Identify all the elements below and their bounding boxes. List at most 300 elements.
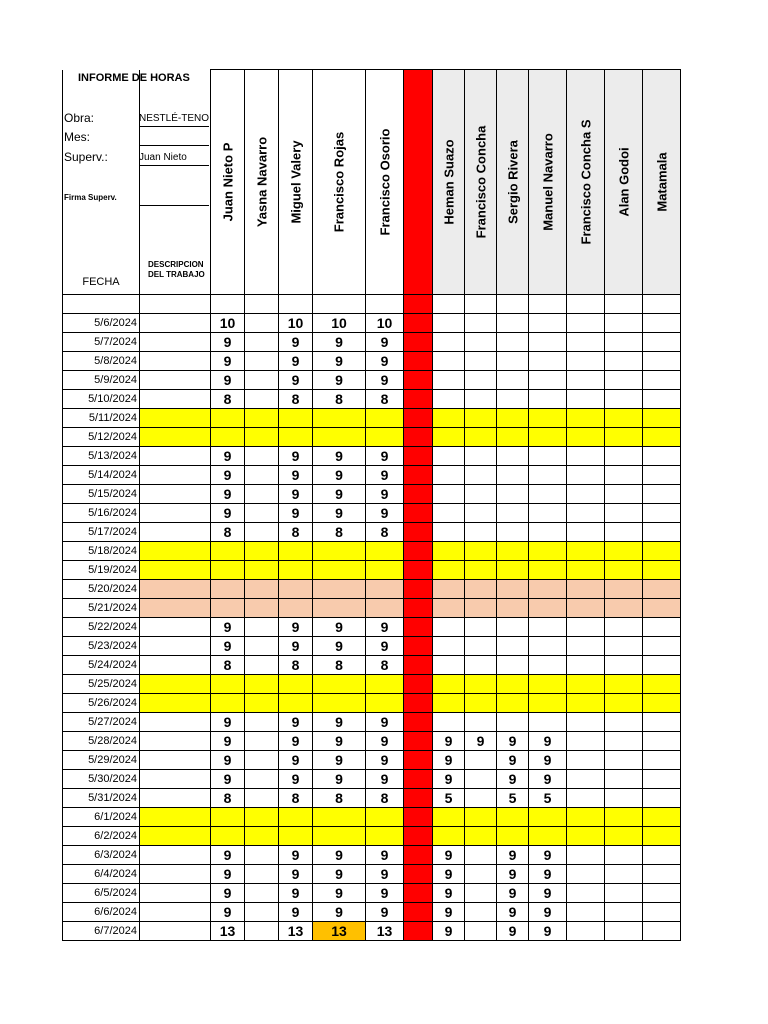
hours-cell[interactable] xyxy=(245,922,279,941)
hours-cell[interactable]: 9 xyxy=(366,447,404,466)
hours-cell[interactable] xyxy=(529,713,567,732)
hours-cell[interactable] xyxy=(245,580,279,599)
description-cell[interactable] xyxy=(140,580,211,599)
hours-cell[interactable] xyxy=(567,808,605,827)
hours-cell[interactable] xyxy=(313,542,366,561)
hours-cell[interactable] xyxy=(245,428,279,447)
hours-cell[interactable] xyxy=(605,466,643,485)
hours-cell[interactable]: 9 xyxy=(366,884,404,903)
hours-cell[interactable] xyxy=(497,713,529,732)
hours-cell[interactable] xyxy=(497,333,529,352)
hours-cell[interactable] xyxy=(245,447,279,466)
hours-cell[interactable] xyxy=(497,808,529,827)
hours-cell[interactable] xyxy=(605,428,643,447)
hours-cell[interactable] xyxy=(605,789,643,808)
hours-cell[interactable] xyxy=(245,409,279,428)
hours-cell[interactable] xyxy=(465,371,497,390)
hours-cell[interactable] xyxy=(643,732,681,751)
hours-cell[interactable]: 9 xyxy=(433,884,465,903)
hours-cell[interactable] xyxy=(245,352,279,371)
hours-cell[interactable] xyxy=(567,333,605,352)
hours-cell[interactable] xyxy=(279,542,313,561)
hours-cell[interactable] xyxy=(245,846,279,865)
hours-cell[interactable]: 9 xyxy=(433,770,465,789)
hours-cell[interactable] xyxy=(465,466,497,485)
hours-cell[interactable] xyxy=(643,846,681,865)
hours-cell[interactable]: 8 xyxy=(211,523,245,542)
hours-cell[interactable] xyxy=(313,808,366,827)
hours-cell[interactable]: 9 xyxy=(366,637,404,656)
hours-cell[interactable]: 9 xyxy=(433,751,465,770)
date-cell[interactable]: 5/20/2024 xyxy=(63,580,140,599)
hours-cell[interactable] xyxy=(567,352,605,371)
hours-cell[interactable]: 9 xyxy=(529,770,567,789)
hours-cell[interactable] xyxy=(279,295,313,314)
hours-cell[interactable] xyxy=(567,466,605,485)
hours-cell[interactable] xyxy=(567,523,605,542)
hours-cell[interactable] xyxy=(643,789,681,808)
hours-cell[interactable]: 9 xyxy=(497,751,529,770)
hours-cell[interactable]: 9 xyxy=(211,884,245,903)
hours-cell[interactable] xyxy=(643,599,681,618)
hours-cell[interactable]: 9 xyxy=(313,618,366,637)
hours-cell[interactable] xyxy=(497,618,529,637)
hours-cell[interactable] xyxy=(605,808,643,827)
hours-cell[interactable] xyxy=(529,409,567,428)
description-cell[interactable] xyxy=(140,542,211,561)
hours-cell[interactable] xyxy=(433,333,465,352)
hours-cell[interactable]: 9 xyxy=(313,352,366,371)
hours-cell[interactable]: 8 xyxy=(366,390,404,409)
hours-cell[interactable]: 9 xyxy=(313,713,366,732)
hours-cell[interactable] xyxy=(279,694,313,713)
hours-cell[interactable] xyxy=(643,561,681,580)
description-cell[interactable] xyxy=(140,314,211,333)
date-cell[interactable]: 5/18/2024 xyxy=(63,542,140,561)
hours-cell[interactable]: 8 xyxy=(279,390,313,409)
description-cell[interactable] xyxy=(140,770,211,789)
hours-cell[interactable] xyxy=(643,466,681,485)
hours-cell[interactable] xyxy=(433,713,465,732)
hours-cell[interactable] xyxy=(313,694,366,713)
hours-cell[interactable]: 9 xyxy=(433,732,465,751)
hours-cell[interactable]: 9 xyxy=(211,751,245,770)
hours-cell[interactable] xyxy=(465,561,497,580)
hours-cell[interactable] xyxy=(465,409,497,428)
hours-cell[interactable] xyxy=(245,466,279,485)
hours-cell[interactable] xyxy=(279,675,313,694)
hours-cell[interactable]: 9 xyxy=(529,751,567,770)
hours-cell[interactable] xyxy=(366,599,404,618)
hours-cell[interactable] xyxy=(605,770,643,789)
hours-cell[interactable] xyxy=(529,599,567,618)
hours-cell[interactable]: 9 xyxy=(279,751,313,770)
hours-cell[interactable] xyxy=(567,409,605,428)
hours-cell[interactable]: 9 xyxy=(279,637,313,656)
hours-cell[interactable] xyxy=(245,770,279,789)
hours-cell[interactable] xyxy=(313,409,366,428)
hours-cell[interactable] xyxy=(465,390,497,409)
hours-cell[interactable] xyxy=(211,409,245,428)
hours-cell[interactable] xyxy=(643,352,681,371)
hours-cell[interactable]: 9 xyxy=(313,865,366,884)
hours-cell[interactable] xyxy=(567,789,605,808)
hours-cell[interactable] xyxy=(497,447,529,466)
hours-cell[interactable]: 9 xyxy=(279,485,313,504)
hours-cell[interactable] xyxy=(465,447,497,466)
hours-cell[interactable] xyxy=(605,884,643,903)
hours-cell[interactable]: 9 xyxy=(279,447,313,466)
hours-cell[interactable] xyxy=(211,694,245,713)
hours-cell[interactable] xyxy=(529,447,567,466)
hours-cell[interactable] xyxy=(245,713,279,732)
hours-cell[interactable] xyxy=(465,865,497,884)
hours-cell[interactable] xyxy=(643,580,681,599)
hours-cell[interactable] xyxy=(567,675,605,694)
hours-cell[interactable] xyxy=(497,371,529,390)
hours-cell[interactable] xyxy=(433,561,465,580)
hours-cell[interactable] xyxy=(433,409,465,428)
hours-cell[interactable] xyxy=(245,542,279,561)
hours-cell[interactable] xyxy=(567,903,605,922)
hours-cell[interactable] xyxy=(433,390,465,409)
hours-cell[interactable] xyxy=(567,713,605,732)
hours-cell[interactable] xyxy=(465,314,497,333)
hours-cell[interactable] xyxy=(465,504,497,523)
hours-cell[interactable] xyxy=(465,675,497,694)
hours-cell[interactable] xyxy=(433,580,465,599)
hours-cell[interactable]: 9 xyxy=(366,485,404,504)
hours-cell[interactable] xyxy=(279,808,313,827)
description-cell[interactable] xyxy=(140,903,211,922)
hours-cell[interactable] xyxy=(605,352,643,371)
hours-cell[interactable] xyxy=(605,295,643,314)
description-cell[interactable] xyxy=(140,352,211,371)
description-cell[interactable] xyxy=(140,428,211,447)
hours-cell[interactable] xyxy=(567,694,605,713)
date-cell[interactable]: 5/19/2024 xyxy=(63,561,140,580)
hours-cell[interactable] xyxy=(605,599,643,618)
hours-cell[interactable] xyxy=(567,561,605,580)
hours-cell[interactable] xyxy=(605,409,643,428)
hours-cell[interactable] xyxy=(279,561,313,580)
hours-cell[interactable]: 9 xyxy=(433,922,465,941)
hours-cell[interactable]: 9 xyxy=(313,333,366,352)
description-cell[interactable] xyxy=(140,884,211,903)
hours-cell[interactable] xyxy=(313,561,366,580)
hours-cell[interactable] xyxy=(605,314,643,333)
hours-cell[interactable] xyxy=(497,409,529,428)
hours-cell[interactable]: 5 xyxy=(433,789,465,808)
hours-cell[interactable] xyxy=(433,447,465,466)
hours-cell[interactable] xyxy=(643,637,681,656)
hours-cell[interactable] xyxy=(497,523,529,542)
hours-cell[interactable] xyxy=(245,732,279,751)
hours-cell[interactable] xyxy=(643,504,681,523)
description-cell[interactable] xyxy=(140,409,211,428)
hours-cell[interactable] xyxy=(497,656,529,675)
hours-cell[interactable] xyxy=(211,428,245,447)
description-cell[interactable] xyxy=(140,789,211,808)
hours-cell[interactable]: 9 xyxy=(433,865,465,884)
hours-cell[interactable]: 9 xyxy=(366,770,404,789)
hours-cell[interactable] xyxy=(643,409,681,428)
hours-cell[interactable] xyxy=(497,827,529,846)
hours-cell[interactable] xyxy=(643,656,681,675)
hours-cell[interactable]: 9 xyxy=(313,637,366,656)
hours-cell[interactable] xyxy=(433,485,465,504)
hours-cell[interactable] xyxy=(433,504,465,523)
hours-cell[interactable]: 9 xyxy=(366,352,404,371)
hours-cell[interactable] xyxy=(567,770,605,789)
hours-cell[interactable] xyxy=(366,561,404,580)
hours-cell[interactable] xyxy=(245,504,279,523)
description-cell[interactable] xyxy=(140,656,211,675)
hours-cell[interactable] xyxy=(567,922,605,941)
hours-cell[interactable] xyxy=(433,808,465,827)
hours-cell[interactable] xyxy=(465,618,497,637)
hours-cell[interactable] xyxy=(643,675,681,694)
hours-cell[interactable] xyxy=(245,789,279,808)
hours-cell[interactable]: 9 xyxy=(465,732,497,751)
hours-cell[interactable] xyxy=(245,523,279,542)
hours-cell[interactable] xyxy=(529,466,567,485)
hours-cell[interactable] xyxy=(529,656,567,675)
hours-cell[interactable]: 9 xyxy=(529,922,567,941)
hours-cell[interactable]: 9 xyxy=(313,732,366,751)
hours-cell[interactable] xyxy=(605,846,643,865)
hours-cell[interactable]: 10 xyxy=(313,314,366,333)
obra-value[interactable]: NESTLÉ-TENO xyxy=(139,112,209,127)
hours-cell[interactable]: 9 xyxy=(279,865,313,884)
hours-cell[interactable]: 10 xyxy=(211,314,245,333)
hours-cell[interactable]: 9 xyxy=(529,884,567,903)
hours-cell[interactable]: 9 xyxy=(497,903,529,922)
hours-cell[interactable] xyxy=(465,295,497,314)
hours-cell[interactable]: 9 xyxy=(211,846,245,865)
hours-cell[interactable] xyxy=(643,922,681,941)
hours-cell[interactable]: 8 xyxy=(366,656,404,675)
hours-cell[interactable] xyxy=(529,390,567,409)
date-cell[interactable]: 5/17/2024 xyxy=(63,523,140,542)
hours-cell[interactable] xyxy=(465,599,497,618)
hours-cell[interactable] xyxy=(567,751,605,770)
date-cell[interactable]: 6/5/2024 xyxy=(63,884,140,903)
date-cell[interactable]: 5/9/2024 xyxy=(63,371,140,390)
hours-cell[interactable] xyxy=(529,618,567,637)
date-cell[interactable]: 5/11/2024 xyxy=(63,409,140,428)
hours-cell[interactable] xyxy=(605,447,643,466)
hours-cell[interactable] xyxy=(497,466,529,485)
hours-cell[interactable]: 10 xyxy=(366,314,404,333)
hours-cell[interactable] xyxy=(465,352,497,371)
hours-cell[interactable]: 9 xyxy=(497,922,529,941)
description-cell[interactable] xyxy=(140,713,211,732)
hours-cell[interactable]: 9 xyxy=(366,732,404,751)
hours-cell[interactable] xyxy=(313,295,366,314)
hours-cell[interactable] xyxy=(465,846,497,865)
hours-cell[interactable]: 9 xyxy=(211,637,245,656)
hours-cell[interactable] xyxy=(497,352,529,371)
hours-cell[interactable]: 8 xyxy=(211,656,245,675)
hours-cell[interactable] xyxy=(497,314,529,333)
hours-cell[interactable] xyxy=(529,561,567,580)
hours-cell[interactable]: 8 xyxy=(366,523,404,542)
hours-cell[interactable]: 13 xyxy=(366,922,404,941)
hours-cell[interactable] xyxy=(643,751,681,770)
description-cell[interactable] xyxy=(140,922,211,941)
hours-cell[interactable]: 9 xyxy=(497,846,529,865)
hours-cell[interactable]: 9 xyxy=(211,713,245,732)
hours-cell[interactable] xyxy=(245,561,279,580)
hours-cell[interactable]: 9 xyxy=(366,751,404,770)
date-cell[interactable]: 6/7/2024 xyxy=(63,922,140,941)
hours-cell[interactable] xyxy=(567,580,605,599)
date-cell[interactable]: 5/28/2024 xyxy=(63,732,140,751)
description-cell[interactable] xyxy=(140,523,211,542)
hours-cell[interactable] xyxy=(529,523,567,542)
hours-cell[interactable] xyxy=(567,827,605,846)
date-cell[interactable]: 5/29/2024 xyxy=(63,751,140,770)
hours-cell[interactable]: 9 xyxy=(279,466,313,485)
superv-value[interactable]: Juan Nieto xyxy=(139,151,209,166)
hours-cell[interactable]: 9 xyxy=(211,447,245,466)
hours-cell[interactable] xyxy=(605,561,643,580)
hours-cell[interactable] xyxy=(433,675,465,694)
hours-cell[interactable] xyxy=(433,523,465,542)
hours-cell[interactable]: 9 xyxy=(279,333,313,352)
hours-cell[interactable] xyxy=(433,599,465,618)
hours-cell[interactable] xyxy=(529,314,567,333)
hours-cell[interactable] xyxy=(366,675,404,694)
hours-cell[interactable] xyxy=(605,504,643,523)
date-cell[interactable]: 5/10/2024 xyxy=(63,390,140,409)
hours-cell[interactable] xyxy=(643,713,681,732)
hours-cell[interactable] xyxy=(529,808,567,827)
hours-cell[interactable]: 8 xyxy=(211,390,245,409)
hours-cell[interactable]: 9 xyxy=(313,751,366,770)
hours-cell[interactable]: 9 xyxy=(313,903,366,922)
description-cell[interactable] xyxy=(140,333,211,352)
hours-cell[interactable] xyxy=(497,295,529,314)
date-cell[interactable]: 5/22/2024 xyxy=(63,618,140,637)
hours-cell[interactable] xyxy=(529,504,567,523)
hours-cell[interactable]: 9 xyxy=(313,504,366,523)
date-cell[interactable]: 6/1/2024 xyxy=(63,808,140,827)
hours-cell[interactable]: 9 xyxy=(366,865,404,884)
hours-cell[interactable] xyxy=(245,485,279,504)
hours-cell[interactable] xyxy=(497,599,529,618)
hours-cell[interactable]: 9 xyxy=(313,447,366,466)
description-cell[interactable] xyxy=(140,751,211,770)
hours-cell[interactable] xyxy=(433,466,465,485)
hours-cell[interactable] xyxy=(465,333,497,352)
hours-cell[interactable]: 9 xyxy=(211,352,245,371)
hours-cell[interactable] xyxy=(465,751,497,770)
hours-cell[interactable]: 9 xyxy=(279,846,313,865)
hours-cell[interactable]: 9 xyxy=(279,504,313,523)
hours-cell[interactable] xyxy=(245,656,279,675)
hours-cell[interactable]: 8 xyxy=(211,789,245,808)
hours-cell[interactable]: 9 xyxy=(211,770,245,789)
hours-cell[interactable] xyxy=(605,656,643,675)
hours-cell[interactable] xyxy=(643,523,681,542)
hours-cell[interactable] xyxy=(313,428,366,447)
hours-cell[interactable]: 8 xyxy=(313,656,366,675)
hours-cell[interactable] xyxy=(366,827,404,846)
hours-cell[interactable]: 8 xyxy=(279,523,313,542)
hours-cell[interactable] xyxy=(433,352,465,371)
hours-cell[interactable] xyxy=(433,542,465,561)
hours-cell[interactable] xyxy=(529,428,567,447)
hours-cell[interactable]: 9 xyxy=(313,770,366,789)
hours-cell[interactable] xyxy=(529,352,567,371)
hours-cell[interactable] xyxy=(313,599,366,618)
hours-cell[interactable] xyxy=(279,580,313,599)
description-cell[interactable] xyxy=(140,447,211,466)
hours-cell[interactable]: 9 xyxy=(211,618,245,637)
date-cell[interactable]: 6/3/2024 xyxy=(63,846,140,865)
hours-cell[interactable]: 9 xyxy=(497,865,529,884)
description-cell[interactable] xyxy=(140,466,211,485)
hours-cell[interactable] xyxy=(567,371,605,390)
hours-cell[interactable] xyxy=(567,447,605,466)
date-cell[interactable]: 5/7/2024 xyxy=(63,333,140,352)
hours-cell[interactable] xyxy=(605,694,643,713)
hours-cell[interactable]: 9 xyxy=(279,713,313,732)
hours-cell[interactable]: 9 xyxy=(313,884,366,903)
hours-cell[interactable] xyxy=(279,428,313,447)
hours-cell[interactable] xyxy=(433,656,465,675)
date-cell[interactable]: 6/4/2024 xyxy=(63,865,140,884)
hours-cell[interactable] xyxy=(245,903,279,922)
hours-cell[interactable] xyxy=(643,618,681,637)
hours-cell[interactable] xyxy=(433,637,465,656)
hours-cell[interactable]: 9 xyxy=(211,504,245,523)
hours-cell[interactable] xyxy=(245,827,279,846)
hours-cell[interactable] xyxy=(497,580,529,599)
hours-cell[interactable] xyxy=(529,371,567,390)
hours-cell[interactable] xyxy=(497,504,529,523)
hours-cell[interactable] xyxy=(465,542,497,561)
hours-cell[interactable] xyxy=(643,542,681,561)
hours-cell[interactable] xyxy=(497,485,529,504)
hours-cell[interactable] xyxy=(605,751,643,770)
hours-cell[interactable] xyxy=(567,732,605,751)
hours-cell[interactable]: 9 xyxy=(366,846,404,865)
hours-cell[interactable] xyxy=(279,827,313,846)
hours-cell[interactable] xyxy=(643,333,681,352)
hours-cell[interactable] xyxy=(465,808,497,827)
hours-cell[interactable]: 9 xyxy=(433,846,465,865)
hours-cell[interactable]: 9 xyxy=(279,903,313,922)
hours-cell[interactable] xyxy=(529,295,567,314)
hours-cell[interactable] xyxy=(211,808,245,827)
hours-cell[interactable] xyxy=(567,846,605,865)
date-cell[interactable]: 5/30/2024 xyxy=(63,770,140,789)
hours-cell[interactable]: 9 xyxy=(529,846,567,865)
hours-cell[interactable]: 9 xyxy=(366,466,404,485)
hours-cell[interactable] xyxy=(465,694,497,713)
hours-cell[interactable] xyxy=(211,542,245,561)
hours-cell[interactable] xyxy=(465,485,497,504)
hours-cell[interactable] xyxy=(245,675,279,694)
date-cell[interactable]: 5/16/2024 xyxy=(63,504,140,523)
description-cell[interactable] xyxy=(140,599,211,618)
hours-cell[interactable] xyxy=(643,295,681,314)
hours-cell[interactable]: 8 xyxy=(366,789,404,808)
hours-cell[interactable] xyxy=(567,618,605,637)
